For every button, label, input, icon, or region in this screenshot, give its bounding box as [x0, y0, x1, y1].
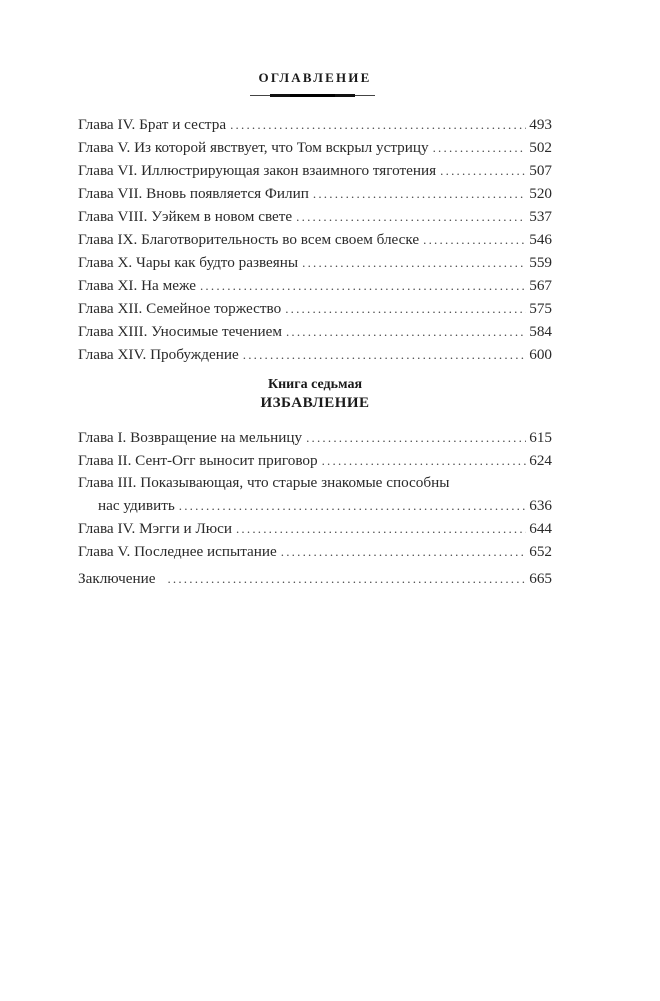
entry-page: 502	[529, 139, 552, 156]
toc-entry-wrapped[interactable]	[78, 472, 552, 517]
dot-leader	[281, 540, 526, 563]
toc-entry[interactable]	[78, 136, 552, 159]
entry-title-line2: нас удивить	[98, 497, 175, 514]
dot-leader	[306, 426, 526, 449]
dot-leader	[167, 567, 526, 590]
toc-conclusion	[78, 567, 552, 590]
dot-leader	[433, 136, 527, 159]
dot-leader	[423, 228, 526, 251]
toc-entry-conclusion[interactable]	[78, 567, 552, 590]
toc-entry[interactable]	[78, 113, 552, 136]
toc-list-part1	[78, 113, 552, 366]
entry-page: 624	[529, 452, 552, 469]
entry-page: 546	[529, 231, 552, 248]
entry-title: Глава IV. Мэгги и Люси	[78, 520, 232, 537]
ornamental-rule	[250, 95, 375, 96]
toc-entry[interactable]	[78, 320, 552, 343]
entry-title: Глава XI. На меже	[78, 277, 196, 294]
entry-title: Глава X. Чары как будто развеяны	[78, 254, 299, 271]
toc-entry[interactable]	[78, 426, 552, 449]
toc-entry[interactable]	[78, 297, 552, 320]
entry-page: 665	[529, 570, 552, 587]
entry-page: 567	[529, 277, 552, 294]
book-subtitle: Книга седьмая	[267, 377, 363, 392]
dot-leader	[313, 182, 526, 205]
toc-entry[interactable]	[78, 343, 552, 366]
toc-entry[interactable]	[78, 540, 552, 563]
dot-leader	[296, 205, 526, 228]
entry-title: Глава VI. Иллюстрирующая закон взаимного тяготения	[78, 162, 437, 179]
dot-leader	[286, 320, 526, 343]
dot-leader	[179, 494, 526, 517]
entry-page: 537	[529, 208, 552, 225]
book-title: ИЗБАВЛЕНИЕ	[260, 395, 370, 411]
entry-title: Глава V. Из которой явствует, что Том вскрыл устрицу	[78, 139, 429, 156]
toc-entry[interactable]	[78, 449, 552, 472]
entry-page: 559	[529, 254, 552, 271]
toc-entry[interactable]	[78, 228, 552, 251]
entry-page: 652	[529, 543, 552, 560]
dot-leader	[236, 517, 526, 540]
dot-leader	[302, 251, 526, 274]
toc-entry[interactable]	[78, 251, 552, 274]
entry-page: 507	[529, 162, 552, 179]
entry-title: Глава VII. Вновь появляется Филип	[78, 185, 309, 202]
dot-leader	[200, 274, 526, 297]
entry-title: Заключение	[78, 570, 156, 587]
entry-title: Глава XIV. Пробуждение	[78, 346, 239, 363]
entry-title: Глава IV. Брат и сестра	[78, 116, 227, 133]
dot-leader	[285, 297, 526, 320]
book-heading	[78, 376, 552, 412]
entry-page: 644	[529, 520, 552, 537]
entry-title: Глава V. Последнее испытание	[78, 543, 277, 560]
toc-entry[interactable]	[78, 517, 552, 540]
entry-title-line1: Глава III. Показывающая, что старые знакомые способны	[78, 474, 450, 491]
entry-continuation	[78, 494, 552, 517]
entry-title: Глава VIII. Уэйкем в новом свете	[78, 208, 293, 225]
entry-page: 600	[529, 346, 552, 363]
entry-title: Глава XII. Семейное торжество	[78, 300, 282, 317]
toc-list-book7	[78, 426, 552, 563]
dot-leader	[322, 449, 527, 472]
toc-entry[interactable]	[78, 274, 552, 297]
entry-page: 520	[529, 185, 552, 202]
entry-page: 615	[529, 429, 552, 446]
entry-page: 575	[529, 300, 552, 317]
entry-page: 636	[529, 497, 552, 514]
toc-entry[interactable]	[78, 182, 552, 205]
toc-entry[interactable]	[78, 205, 552, 228]
dot-leader	[243, 343, 526, 366]
entry-page: 584	[529, 323, 552, 340]
dot-leader	[440, 159, 526, 182]
entry-page: 493	[529, 116, 552, 133]
entry-title: Глава I. Возвращение на мельницу	[78, 429, 303, 446]
entry-title: Глава IX. Благотворительность во всем своем блеске	[78, 231, 420, 248]
rule-center-segment	[290, 94, 335, 97]
page-title: ОГЛАВЛЕНИЕ	[258, 70, 372, 85]
entry-title: Глава II. Сент-Огг выносит приговор	[78, 452, 318, 469]
toc-entry[interactable]	[78, 159, 552, 182]
entry-title: Глава XIII. Уносимые течением	[78, 323, 282, 340]
dot-leader	[230, 113, 526, 136]
